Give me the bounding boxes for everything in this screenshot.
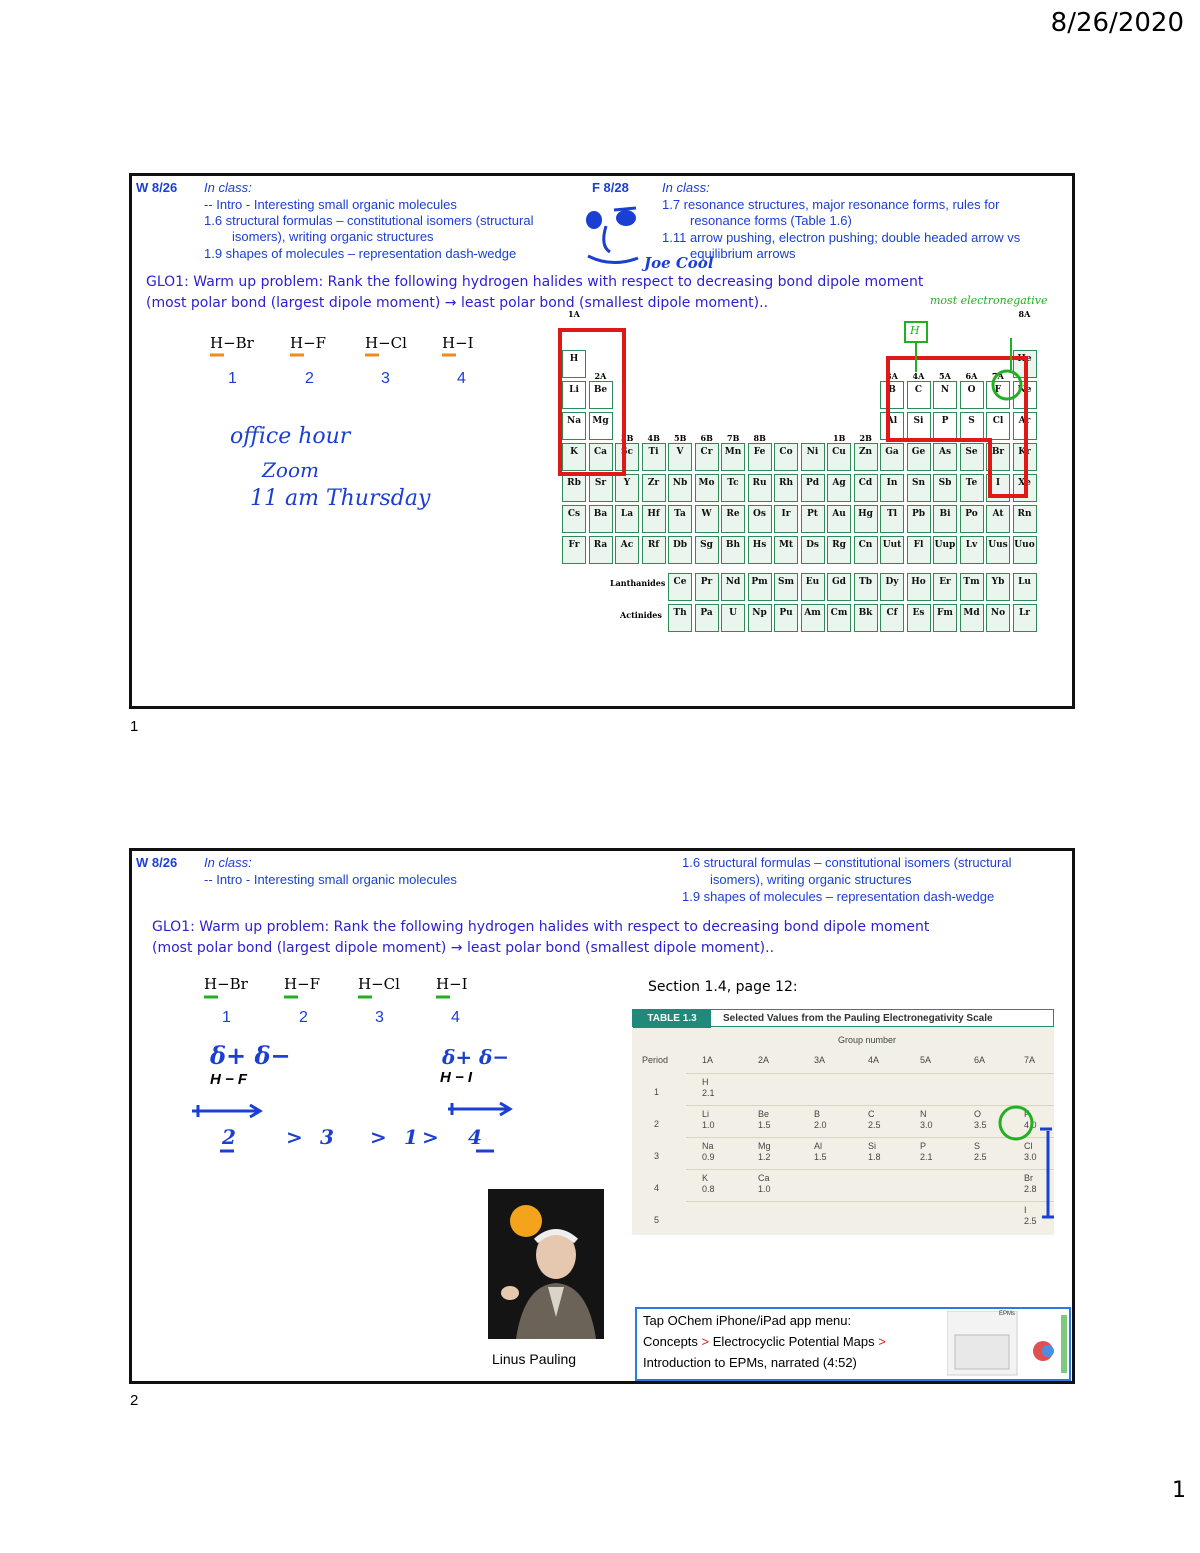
molecule-number: 3 — [375, 1009, 384, 1026]
electronegativity-table — [632, 1009, 1054, 1235]
lanthanide-cell: Pm — [748, 573, 772, 601]
lanthanide-cell: Ce — [668, 573, 692, 601]
element-symbol: Na — [702, 1141, 714, 1151]
group-label: 8A — [1018, 309, 1031, 319]
element-cell: Po — [960, 505, 984, 533]
element-symbol: P — [920, 1141, 927, 1151]
lanthanide-cell: Sm — [774, 573, 798, 601]
element-symbol: F — [1024, 1109, 1030, 1119]
element-symbol: Ca — [758, 1173, 770, 1183]
lanthanide-cell: Tb — [854, 573, 878, 601]
ranking-token: > — [370, 1125, 387, 1149]
element-cell: Al — [880, 412, 904, 440]
element-cell: W — [695, 505, 719, 533]
electronegativity-value: 3.5 — [974, 1120, 987, 1130]
element-cell: Lv — [960, 536, 984, 564]
slide-1 — [129, 173, 1075, 709]
table-column-header: 2A — [758, 1055, 770, 1065]
ranking-token: > — [286, 1125, 303, 1149]
electronegativity-value: 2.5 — [974, 1152, 987, 1162]
element-symbol: Si — [868, 1141, 877, 1151]
actinide-cell: Bk — [854, 604, 878, 632]
electronegativity-value: 3.0 — [920, 1120, 933, 1130]
element-cell: Fr — [562, 536, 586, 564]
element-cell: Sg — [695, 536, 719, 564]
element-cell: K — [562, 443, 586, 471]
element-cell: Ac — [615, 536, 639, 564]
element-cell: In — [880, 474, 904, 502]
element-cell: Na — [562, 412, 586, 440]
element-cell: Os — [748, 505, 772, 533]
element-cell: Uuo — [1013, 536, 1037, 564]
element-cell: Rf — [642, 536, 666, 564]
group-label: 3A — [886, 371, 898, 381]
actinide-cell: Md — [960, 604, 984, 632]
element-cell: Kr — [1013, 443, 1037, 471]
element-cell: Ba — [589, 505, 613, 533]
period-number: 2 — [654, 1119, 660, 1129]
slide2-glo-line1: GLO1: Warm up problem: Rank the following hydrogen halides with respect to decreasing bond dipole moment — [152, 919, 930, 935]
slide1-in-class-left: In class: — [204, 180, 252, 195]
element-cell: Ar — [1013, 412, 1037, 440]
group-label: 5A — [939, 371, 951, 381]
element-cell: Ds — [801, 536, 825, 564]
table-title: Selected Values from the Pauling Electronegativity Scale — [723, 1013, 993, 1024]
element-cell: Sc — [615, 443, 639, 471]
app-box-line1: Tap OChem iPhone/iPad app menu: — [643, 1313, 852, 1328]
actinide-cell: Am — [801, 604, 825, 632]
element-cell: Mn — [721, 443, 745, 471]
section-reference: Section 1.4, page 12: — [648, 979, 798, 995]
element-cell: Ge — [907, 443, 931, 471]
group-label: 6B — [700, 433, 713, 443]
element-symbol: Cl — [1024, 1141, 1033, 1151]
lanthanide-cell: Tm — [960, 573, 984, 601]
group-label: 5B — [674, 433, 687, 443]
slide2-right-line: 1.9 shapes of molecules – representation dash-wedge — [682, 889, 995, 904]
group-label: 3B — [621, 433, 634, 443]
element-cell: Te — [960, 474, 984, 502]
electronegativity-value: 0.8 — [702, 1184, 715, 1194]
element-cell: Ta — [668, 505, 692, 533]
element-symbol: Br — [1024, 1173, 1033, 1183]
handwritten-deltas-left: δ+ δ− — [210, 1041, 291, 1070]
electronegativity-value: 2.5 — [1024, 1216, 1037, 1226]
electronegativity-value: 2.1 — [920, 1152, 933, 1162]
electronegativity-value: 1.0 — [702, 1120, 715, 1130]
element-cell: Cd — [854, 474, 878, 502]
element-cell: Bh — [721, 536, 745, 564]
handwritten-zoom: Zoom — [262, 458, 319, 482]
lanthanide-cell: Pr — [695, 573, 719, 601]
group-number-label: Group number — [838, 1035, 897, 1045]
slide2-right-line: 1.6 structural formulas – constitutional isomers (structural — [682, 855, 1012, 870]
element-cell: Sr — [589, 474, 613, 502]
molecule-number: 4 — [451, 1009, 460, 1026]
electronegativity-value: 4.0 — [1024, 1120, 1037, 1130]
thumb-label: EPMs — [999, 1311, 1016, 1317]
element-cell: Se — [960, 443, 984, 471]
slide1-glo-line1: GLO1: Warm up problem: Rank the following hydrogen halides with respect to decreasing bond dipole moment — [146, 274, 924, 290]
lanthanide-cell: Ho — [907, 573, 931, 601]
electronegativity-value: 1.8 — [868, 1152, 881, 1162]
table-column-header: 4A — [868, 1055, 880, 1065]
actinide-cell: Cm — [827, 604, 851, 632]
element-cell: Au — [827, 505, 851, 533]
electronegativity-value: 2.8 — [1024, 1184, 1037, 1194]
element-cell: Ir — [774, 505, 798, 533]
lanthanides-label: Lanthanides — [610, 578, 666, 588]
element-cell: Tc — [721, 474, 745, 502]
slide-1-number: 1 — [130, 718, 139, 735]
element-cell: Cr — [695, 443, 719, 471]
table-column-header: 7A — [1024, 1055, 1036, 1065]
molecule-hbr: H−Br — [210, 334, 254, 352]
element-cell: Sn — [907, 474, 931, 502]
slide1-right-line: equilibrium arrows — [690, 246, 796, 261]
slide1-right-line: 1.11 arrow pushing, electron pushing; double headed arrow vs — [662, 230, 1021, 245]
electronegativity-value: 1.5 — [814, 1152, 827, 1162]
electronegativity-value: 1.2 — [758, 1152, 771, 1162]
app-box-line3[interactable]: Introduction to EPMs, narrated (4:52) — [643, 1355, 857, 1370]
green-most-electronegative: most electronegative — [930, 294, 1048, 307]
electronegativity-value: 2.0 — [814, 1120, 827, 1130]
element-symbol: N — [920, 1109, 927, 1119]
molecule-hf: H−F — [290, 334, 327, 352]
group-label: 6A — [965, 371, 978, 381]
molecule-number: 4 — [457, 370, 466, 387]
element-cell: Uut — [880, 536, 904, 564]
element-cell: Mo — [695, 474, 719, 502]
group-label: 7B — [727, 433, 740, 443]
molecule-hf: H−F — [284, 975, 321, 993]
element-cell: C — [907, 381, 931, 409]
element-cell: Sb — [933, 474, 957, 502]
slide2-right-line: isomers), writing organic structures — [710, 872, 912, 887]
element-cell: Hf — [642, 505, 666, 533]
element-cell: La — [615, 505, 639, 533]
ranking-token: 4 — [468, 1125, 482, 1149]
element-cell: Db — [668, 536, 692, 564]
molecule-hi: H−I — [442, 334, 474, 352]
actinide-cell: Fm — [933, 604, 957, 632]
element-symbol: I — [1024, 1205, 1027, 1215]
actinide-cell: Es — [907, 604, 931, 632]
molecule-number: 3 — [381, 370, 390, 387]
lanthanide-cell: Gd — [827, 573, 851, 601]
handwritten-bond-right: H − I — [440, 1069, 473, 1086]
molecule-number: 1 — [222, 1009, 231, 1026]
slide1-left-line: isomers), writing organic structures — [232, 229, 434, 244]
element-cell: Ra — [589, 536, 613, 564]
menu-separator: > — [878, 1334, 886, 1349]
element-cell: Cs — [562, 505, 586, 533]
table-row-divider — [686, 1073, 1054, 1074]
app-link-concepts[interactable]: Concepts — [643, 1334, 698, 1349]
group-label: 1A — [568, 309, 580, 319]
actinides-label: Actinides — [620, 610, 662, 620]
element-cell: Rg — [827, 536, 851, 564]
molecule-number: 2 — [299, 1009, 308, 1026]
element-cell: Pt — [801, 505, 825, 533]
slide1-left-line: -- Intro - Interesting small organic molecules — [204, 197, 457, 212]
slide1-right-line: resonance forms (Table 1.6) — [690, 213, 852, 228]
ranking-token: 2 — [222, 1125, 236, 1149]
group-label: 1B — [833, 433, 846, 443]
element-cell: Be — [589, 381, 613, 409]
molecule-hbr: H−Br — [204, 975, 248, 993]
slide2-in-class-left: In class: — [204, 855, 252, 870]
molecule-number: 2 — [305, 370, 314, 387]
element-symbol: K — [702, 1173, 709, 1183]
slide2-glo-line2: (most polar bond (largest dipole moment) → least polar bond (smallest dipole moment).. — [152, 940, 775, 956]
molecule-hcl: H−Cl — [365, 334, 407, 352]
element-cell: Fl — [907, 536, 931, 564]
handwritten-office-hour: office hour — [230, 424, 351, 449]
element-symbol: Al — [814, 1141, 823, 1151]
lanthanide-cell: Dy — [880, 573, 904, 601]
epm-thumbnail — [947, 1311, 1069, 1377]
electronegativity-value: 2.5 — [868, 1120, 881, 1130]
element-cell: Tl — [880, 505, 904, 533]
photo-caption: Linus Pauling — [492, 1351, 577, 1367]
table-column-header: 1A — [702, 1055, 714, 1065]
electronegativity-value: 0.9 — [702, 1152, 715, 1162]
element-cell: F — [986, 381, 1010, 409]
electronegativity-value: 1.5 — [758, 1120, 771, 1130]
actinide-cell: Cf — [880, 604, 904, 632]
period-number: 1 — [654, 1087, 660, 1097]
element-cell: Uup — [933, 536, 957, 564]
element-cell: Mt — [774, 536, 798, 564]
slide2-left-line: -- Intro - Interesting small organic molecules — [204, 872, 457, 887]
period-number: 4 — [654, 1183, 660, 1193]
electronegativity-value: 3.0 — [1024, 1152, 1037, 1162]
lanthanide-cell: Eu — [801, 573, 825, 601]
handwritten-bond-left: H − F — [210, 1071, 248, 1088]
period-number: 3 — [654, 1151, 660, 1161]
element-cell: H — [562, 350, 586, 378]
handwritten-deltas-right: δ+ δ− — [442, 1045, 510, 1069]
element-cell: P — [933, 412, 957, 440]
element-cell: Ne — [1013, 381, 1037, 409]
element-cell: Ni — [801, 443, 825, 471]
app-link-epm[interactable]: Electrocyclic Potential Maps — [712, 1334, 875, 1349]
element-cell: Cl — [986, 412, 1010, 440]
element-symbol: H — [702, 1077, 709, 1087]
page-number: 1 — [1172, 1478, 1186, 1503]
element-cell: Br — [986, 443, 1010, 471]
ochem-app-box — [635, 1307, 1071, 1381]
element-cell: Rh — [774, 474, 798, 502]
table-annotations — [992, 1105, 1062, 1225]
element-cell: Co — [774, 443, 798, 471]
electronegativity-value: 2.1 — [702, 1088, 715, 1098]
group-label: 7A — [992, 371, 1004, 381]
slide-2-number: 2 — [130, 1392, 139, 1409]
element-cell: N — [933, 381, 957, 409]
app-box-line2 — [643, 1334, 886, 1349]
slide-2 — [129, 848, 1075, 1384]
actinide-cell: U — [721, 604, 745, 632]
element-symbol: Mg — [758, 1141, 771, 1151]
ranking-token: 1 — [404, 1125, 418, 1149]
group-label: 8B — [753, 433, 766, 443]
element-cell: He — [1013, 350, 1037, 378]
joe-cool-text: Joe Cool — [644, 254, 714, 272]
ranking-token: > — [422, 1125, 439, 1149]
molecule-number: 1 — [228, 370, 237, 387]
element-cell: Hs — [748, 536, 772, 564]
element-cell: Pb — [907, 505, 931, 533]
element-cell: I — [986, 474, 1010, 502]
element-cell: As — [933, 443, 957, 471]
element-cell: O — [960, 381, 984, 409]
element-cell: Ca — [589, 443, 613, 471]
element-cell: Xe — [1013, 474, 1037, 502]
element-cell: Re — [721, 505, 745, 533]
group-label: 2B — [859, 433, 872, 443]
handwritten-time: 11 am Thursday — [250, 486, 431, 511]
element-symbol: C — [868, 1109, 875, 1119]
actinide-cell: No — [986, 604, 1010, 632]
element-cell: At — [986, 505, 1010, 533]
group-label: 2A — [594, 371, 607, 381]
ranking-token: 3 — [320, 1125, 334, 1149]
actinide-cell: Pa — [695, 604, 719, 632]
page-date: 8/26/2020 — [1050, 8, 1184, 38]
actinide-cell: Pu — [774, 604, 798, 632]
slide2-day-left: W 8/26 — [136, 855, 178, 870]
element-cell: Nb — [668, 474, 692, 502]
slide1-glo-line2: (most polar bond (largest dipole moment) → least polar bond (smallest dipole moment).. — [146, 295, 769, 311]
element-cell: Ru — [748, 474, 772, 502]
element-cell: Cn — [854, 536, 878, 564]
element-cell: Pd — [801, 474, 825, 502]
lanthanide-cell: Nd — [721, 573, 745, 601]
slide1-left-line: 1.6 structural formulas – constitutional isomers (structural — [204, 213, 534, 228]
element-cell: Ti — [642, 443, 666, 471]
actinide-cell: Lr — [1013, 604, 1037, 632]
element-cell: B — [880, 381, 904, 409]
table-header — [632, 1009, 1054, 1027]
table-column-header: 6A — [974, 1055, 986, 1065]
element-cell: Rn — [1013, 505, 1037, 533]
group-label: 4A — [912, 371, 925, 381]
element-cell: Zr — [642, 474, 666, 502]
slide1-left-line: 1.9 shapes of molecules – representation dash-wedge — [204, 246, 517, 261]
element-symbol: O — [974, 1109, 982, 1119]
element-cell: Mg — [589, 412, 613, 440]
element-symbol: B — [814, 1109, 821, 1119]
element-cell: Cu — [827, 443, 851, 471]
element-cell: Fe — [748, 443, 772, 471]
element-cell: Ag — [827, 474, 851, 502]
table-annotations — [132, 176, 1072, 706]
table-tag: TABLE 1.3 — [633, 1010, 711, 1028]
element-symbol: Be — [758, 1109, 770, 1119]
molecule-hi: H−I — [436, 975, 468, 993]
molecule-hcl: H−Cl — [358, 975, 400, 993]
element-cell: S — [960, 412, 984, 440]
slide1-day-left: W 8/26 — [136, 180, 178, 195]
slide1-in-class-right: In class: — [662, 180, 710, 195]
green-underlines — [202, 994, 462, 1002]
element-cell: Rb — [562, 474, 586, 502]
element-cell: Si — [907, 412, 931, 440]
element-cell: Hg — [854, 505, 878, 533]
slide1-right-line: 1.7 resonance structures, major resonance forms, rules for — [662, 197, 1000, 212]
period-number: 5 — [654, 1215, 660, 1225]
element-cell: Ga — [880, 443, 904, 471]
linus-pauling-photo — [488, 1189, 604, 1339]
group-label: 4B — [647, 433, 660, 443]
green-h-label: H — [910, 324, 920, 337]
element-cell: Zn — [854, 443, 878, 471]
menu-separator: > — [701, 1334, 710, 1349]
element-symbol: Li — [702, 1109, 710, 1119]
element-symbol: S — [974, 1141, 981, 1151]
period-label: Period — [642, 1055, 669, 1065]
lanthanide-cell: Er — [933, 573, 957, 601]
actinide-cell: Th — [668, 604, 692, 632]
electronegativity-value: 1.0 — [758, 1184, 771, 1194]
element-cell: Bi — [933, 505, 957, 533]
lanthanide-cell: Yb — [986, 573, 1010, 601]
slide1-day-right: F 8/28 — [592, 180, 629, 195]
element-cell: Li — [562, 381, 586, 409]
lanthanide-cell: Lu — [1013, 573, 1037, 601]
table-column-header: 5A — [920, 1055, 932, 1065]
element-cell: Uus — [986, 536, 1010, 564]
element-cell: Y — [615, 474, 639, 502]
table-column-header: 3A — [814, 1055, 826, 1065]
actinide-cell: Np — [748, 604, 772, 632]
element-cell: V — [668, 443, 692, 471]
